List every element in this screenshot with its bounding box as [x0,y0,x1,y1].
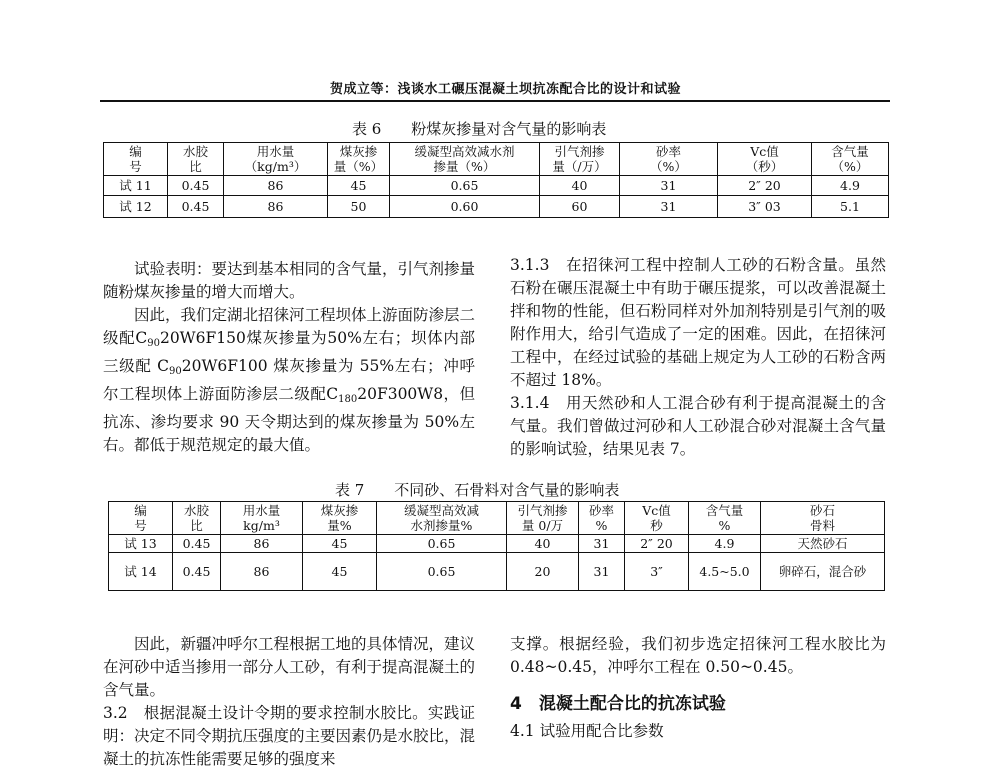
table7-header-cell: 用水量 kg/m³ [221,502,303,535]
table6-cell: 50 [328,196,390,218]
table7-cell: 2″ 20 [625,535,689,553]
table6-cell: 31 [620,176,718,196]
paragraph-3-1-3: 3.1.3 在招徕河工程中控制人工砂的石粉含量。虽然石粉在碾压混凝土中有助于碾压提浆，可以改善混凝土拌和物的性能，但石粉同样对外加剂特别是引气剂的吸附作用大，给引气造成了一定的困难。因此，在招徕河工程中，在经过试验的基础上规定为人工砂的石粉含两不超过 18%。 [510,256,886,389]
table6-header-cell: 含气量 （%） [812,143,889,176]
table6-cell: 3″ 03 [718,196,812,218]
table-row [109,535,885,553]
table7-cell: 20 [507,553,579,591]
table6-cell: 31 [620,196,718,218]
table7-cell: 试 13 [109,535,173,553]
table7-cell: 45 [303,553,377,591]
left-column-block-2 [103,633,475,771]
table6-header-cell: 缓凝型高效减水剂 掺量（%） [390,143,540,176]
table7-cell: 0.45 [173,535,221,553]
table7-cell: 0.65 [377,553,507,591]
table7-cell: 卵碎石，混合砂 [761,553,885,591]
table7-header-cell: 缓凝型高效减 水剂掺量% [377,502,507,535]
table7-header-cell: 砂率 % [579,502,625,535]
table6-caption: 表 6 粉煤灰掺量对含气量的影响表 [352,120,607,138]
table6-header-cell: 砂率 （%） [620,143,718,176]
table7-caption: 表 7 不同砂、石骨料对含气量的影响表 [335,481,620,499]
subsection-heading-4-1: 4.1 试验用配合比参数 [510,722,664,740]
header-rule [100,100,890,102]
table6-cell: 86 [224,196,328,218]
table7-cell: 31 [579,553,625,591]
paragraph-xinjiang: 因此，新疆冲呼尔工程根据工地的具体情况，建议在河砂中适当掺用一部分人工砂，有利于提高混凝土的含气量。 [103,635,476,699]
right-column-block-1 [510,254,886,461]
table6-header-row [104,143,889,176]
table6-header-cell: 水胶 比 [168,143,224,176]
table6-cell: 试 12 [104,196,168,218]
table6-cell: 60 [540,196,620,218]
table6-cell: 0.65 [390,176,540,196]
table7-cell: 45 [303,535,377,553]
table7-header-cell: 含气量 % [689,502,761,535]
table7-cell: 0.65 [377,535,507,553]
table7-header-cell: Vc值 秒 [625,502,689,535]
table7-cell: 40 [507,535,579,553]
table7-cell: 31 [579,535,625,553]
table7-cell: 86 [221,535,303,553]
table7-cell: 天然砂石 [761,535,885,553]
paragraph-water-binder: 支撑。根据经验，我们初步选定招徕河工程水胶比为 0.48~0.45，冲呼尔工程在 0.50~0.45。 [510,635,886,676]
table6-header-cell: 煤灰掺 量（%） [328,143,390,176]
paragraph-air-content-result: 试验表明：要达到基本相同的含气量，引气剂掺量随粉煤灰掺量的增大而增大。 [103,260,476,301]
table7-header-cell: 引气剂掺 量 0/万 [507,502,579,535]
table6-cell: 0.60 [390,196,540,218]
table7-header-cell: 煤灰掺 量% [303,502,377,535]
table7-header-cell: 编 号 [109,502,173,535]
table7-header-cell: 水胶 比 [173,502,221,535]
table6-cell: 0.45 [168,196,224,218]
table6-cell: 86 [224,176,328,196]
running-head: 贺成立等：浅谈水工碾压混凝土坝抗冻配合比的设计和试验 [330,82,682,97]
table-row [104,176,889,196]
table7-header-row [109,502,885,535]
table6-cell: 4.9 [812,176,889,196]
table6-cell: 2″ 20 [718,176,812,196]
left-column-block-1 [103,258,475,457]
table7-cell: 4.9 [689,535,761,553]
right-column-block-2 [510,633,886,743]
table6-cell: 0.45 [168,176,224,196]
table6-header-cell: 用水量 （kg/m³） [224,143,328,176]
table7 [108,501,885,591]
table6-header-cell: Vc值 （秒） [718,143,812,176]
table7-cell: 0.45 [173,553,221,591]
table7-cell: 86 [221,553,303,591]
paragraph-3-1-4: 3.1.4 用天然砂和人工混合砂有利于提高混凝土的含气量。我们曾做过河砂和人工砂混合砂对混凝土含气量的影响试验，结果见表 7。 [510,394,886,458]
table-row [104,196,889,218]
paragraph-flyash-dosage: 因此，我们定湖北招徕河工程坝体上游面防渗层二级配$C_{90}20W6F150$煤灰掺量为50%左右；坝体内部三级配 $C_{90}20W6F100$ 煤灰掺量为 55%左右；冲呼尔工程坝体上游面防渗层二级配$C_{180}20F300W8$，但抗冻、渗均要求 90 天令期达到的煤灰掺量为 50%左右。都低于规范规定的最大值。 [103,306,476,454]
table7-cell: 试 14 [109,553,173,591]
table7-cell: 4.5~5.0 [689,553,761,591]
table6-cell: 试 11 [104,176,168,196]
table6 [103,142,889,218]
table6-header-cell: 编 号 [104,143,168,176]
table6-cell: 45 [328,176,390,196]
table6-cell: 40 [540,176,620,196]
table-row [109,553,885,591]
table6-header-cell: 引气剂掺 量（/万） [540,143,620,176]
section-heading-4: 4 混凝土配合比的抗冻试验 [510,694,726,714]
table7-header-cell: 砂石 骨料 [761,502,885,535]
paragraph-3-2: 3.2 根据混凝土设计令期的要求控制水胶比。实践证明：决定不同令期抗压强度的主要因素仍是水胶比，混凝土的抗冻性能需要足够的强度来 [103,704,476,768]
table6-cell: 5.1 [812,196,889,218]
table7-cell: 3″ [625,553,689,591]
